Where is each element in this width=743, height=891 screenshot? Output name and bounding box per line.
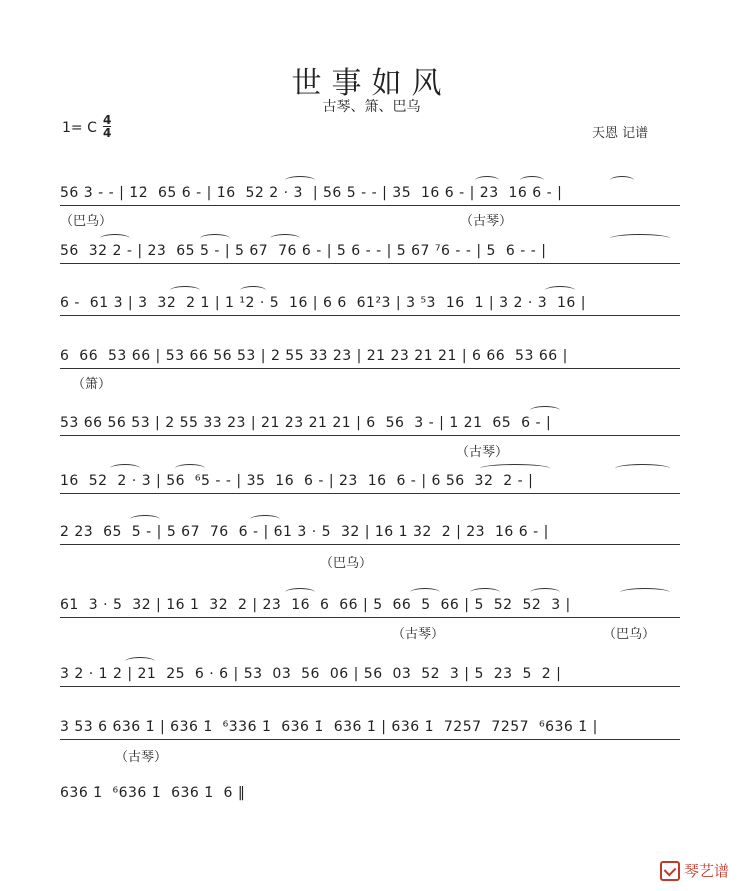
underline [60, 493, 680, 495]
underline [60, 435, 680, 437]
inst-label-guqin2: （古琴） [456, 445, 509, 460]
slur-arc [410, 588, 440, 597]
time-signature [103, 114, 111, 139]
slur-arc [175, 464, 205, 473]
key-signature: 1= C [62, 120, 97, 136]
recorder-credit: 天恩 记谱 [592, 126, 649, 141]
inst-label-xiao: （箫） [72, 377, 112, 392]
inst-label-baw3: （巴乌） [603, 627, 656, 642]
score-line-11: 636 1̇ ⁶636 1̇ 636 1̇ 6 ‖ [60, 785, 246, 801]
logo-text: 琴艺谱 [683, 862, 729, 880]
slur-arc [620, 588, 670, 597]
slur-arc [125, 657, 155, 666]
site-logo [660, 860, 729, 881]
score-line-7: 2 23 65 5 - | 5 67 76 6 - | 61 3 · 5 32 | 16 1 32 2 | 23 16 6 - | [60, 524, 549, 540]
score-line-5: 53 66 56 53 | 2 55 33 23 | 21 23 21 21 | 6 56 3 - | 1 21 65 6 - | [60, 415, 552, 431]
score-line-6: 16 52 2 · 3 | 56 ⁶5 - - | 35 16 6 - | 23 16 6 - | 6 56 32 2 - | [60, 473, 534, 489]
slur-arc [530, 588, 560, 597]
slur-arc [545, 286, 575, 295]
song-title: 世事如风 [291, 66, 452, 101]
slur-arc [130, 515, 160, 524]
time-sig-top: 4 [103, 113, 112, 127]
underline [60, 315, 680, 317]
inst-label-guqin3: （古琴） [392, 627, 445, 642]
score-line-4: 6 66 53 66 | 53 66 56 53 | 2 55 33 23 | 21 23 21 21 | 6 66 53 66 | [60, 348, 568, 364]
instrument-list: 古琴、箫、巴乌 [322, 99, 421, 115]
inst-label-baw1: （巴乌） [60, 214, 113, 229]
slur-arc [285, 588, 315, 597]
slur-arc [270, 234, 300, 243]
slur-arc [100, 234, 130, 243]
inst-label-guqin4: （古琴） [115, 750, 168, 765]
inst-label-guqin1: （古琴） [460, 214, 513, 229]
time-sig-bottom: 4 [103, 126, 112, 140]
slur-arc [170, 286, 200, 295]
inst-label-baw2: （巴乌） [320, 556, 373, 571]
slur-arc [615, 464, 670, 473]
slur-arc [610, 234, 670, 243]
score-line-2: 56 32 2 - | 23 65 5 - | 5 67 76 6 - | 5 6 - - | 5 67 ⁷6 - - | 5 6 - - | [60, 243, 547, 259]
underline [60, 263, 680, 265]
underline [60, 368, 680, 370]
logo-icon [660, 861, 680, 881]
underline [60, 739, 680, 741]
slur-arc [250, 515, 280, 524]
slur-arc [285, 176, 315, 185]
slur-arc [610, 176, 634, 185]
slur-arc [480, 464, 550, 473]
slur-arc [110, 464, 140, 473]
score-line-1: 56 3 - - | 1̇2̇ 65 6 - | 1̇6 52 2 · 3 | 56 5 - - | 35 16 6 - | 23 16 6 - | [60, 185, 563, 201]
slur-arc [475, 176, 499, 185]
slur-arc [200, 234, 230, 243]
slur-arc [520, 176, 544, 185]
slur-arc [530, 406, 560, 415]
underline [60, 686, 680, 688]
slur-arc [240, 286, 266, 295]
underline [60, 205, 680, 207]
score-line-3: 6 - 61 3 | 3 32 2 1 | 1 ¹2 · 5 16 | 6 6 61²3 | 3 ⁵3 16 1 | 3 2 · 3 16 | [60, 295, 587, 311]
underline [60, 544, 680, 546]
score-line-9: 3 2 · 1 2 | 21 25 6 · 6 | 53 03 56 06 | 56 03 52 3 | 5 23 5 2 | [60, 666, 562, 682]
score-line-10: 3 53 6 636 1̇ | 636 1̇ ⁶336 1̇ 636 1̇ 636 1̇ | 636 1̇ 7257 7257 ⁶636 1̇ | [60, 719, 598, 735]
slur-arc [470, 588, 500, 597]
score-line-8: 61 3 · 5 32 | 16 1 32 2 | 23 16 6 66 | 5 66 5 66 | 5 52 52 3 | [60, 597, 571, 613]
underline [60, 617, 680, 619]
